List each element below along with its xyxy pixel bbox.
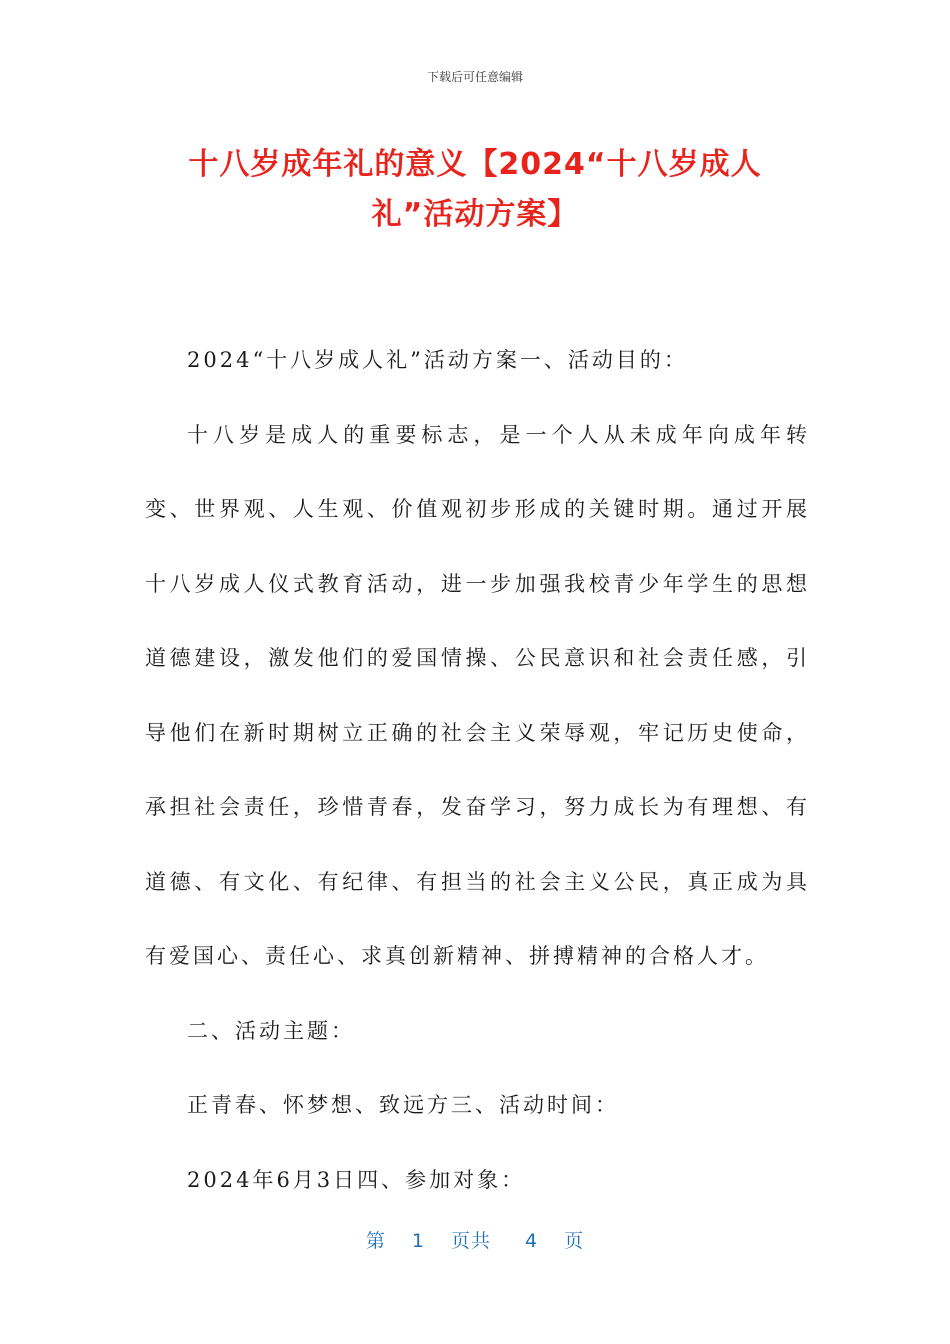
footer-page-suffix: 页 [564,1230,585,1252]
footer-page-prefix: 第 [365,1230,386,1252]
paragraph-purpose-heading: 2024“十八岁成人礼”活动方案一、活动目的： [187,348,688,372]
header-note: 下载后可任意编辑 [426,70,523,84]
paragraph-purpose-body: 十八岁是成人的重要标志，是一个人从未成年向成年转变、世界观、人生观、价值观初步形成的关键时期。通过开展十八岁成人仪式教育活动，进一步加强我校青少年学生的思想道德建设，激发他们的爱国情操、公民意识和社会责任感，引导他们在新时期树立正确的社会主义荣辱观，牢记历史使命，承担社会责任，珍惜青春，发奋学习，努力成长为有理想、有道德、有文化、有纪律、有担当的社会主义公民，真正成为具有爱国心、责任心、求真创新精神、拼搏精神的合格人才。 [145,422,810,968]
paragraph-theme-and-time: 正青春、怀梦想、致远方三、活动时间： [187,1093,619,1117]
title-line-1: 十八岁成年礼的意义【2024“十八岁成人 [188,147,762,182]
document-title [145,140,805,240]
page-footer [0,1226,950,1253]
footer-page-mid: 页共 [450,1230,491,1252]
title-line-2: 礼”活动方案】 [371,197,579,232]
document-body [145,323,810,1217]
paragraph-theme-heading: 二、活动主题： [187,1018,355,1043]
footer-page-total: 4 [525,1230,539,1252]
paragraph-date-and-participants: 2024年6月3日四、参加对象： [187,1167,526,1192]
footer-page-number: 1 [411,1230,425,1252]
